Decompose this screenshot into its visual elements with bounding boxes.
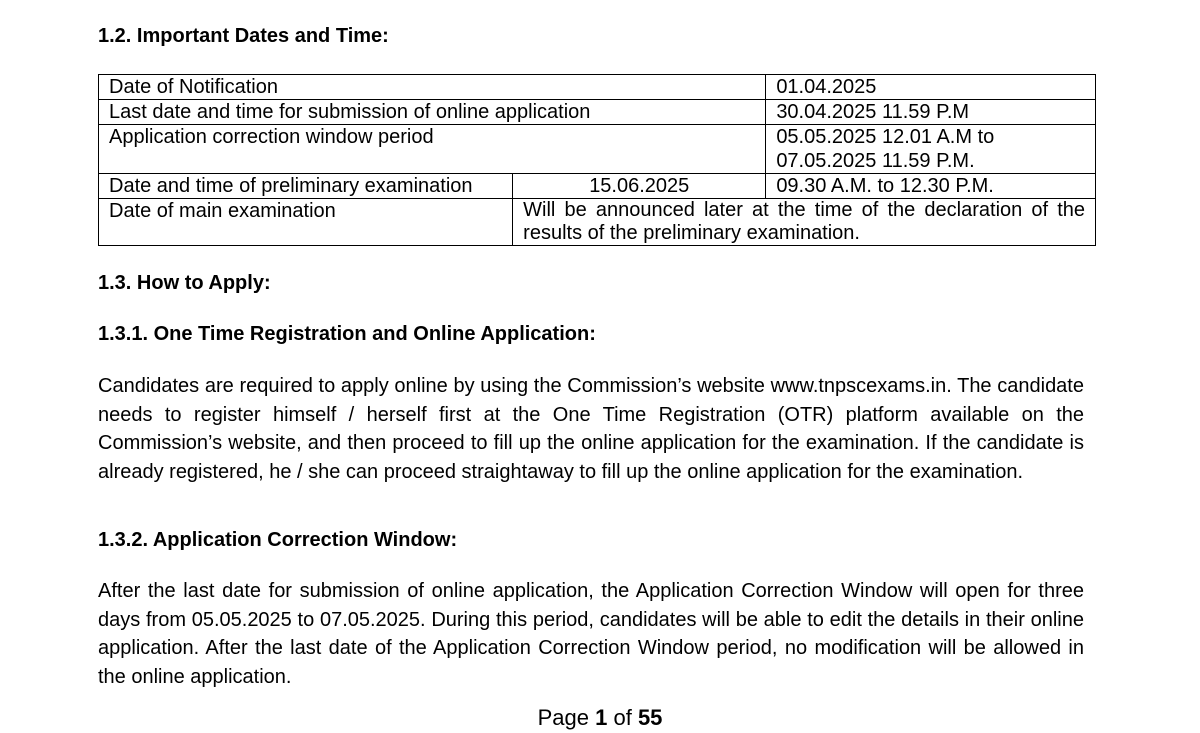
last-date-value: 30.04.2025 11.59 P.M	[766, 100, 1096, 125]
table-row	[99, 125, 1096, 174]
last-date-label: Last date and time for submission of online application	[99, 100, 766, 125]
table-row	[99, 75, 1096, 100]
notification-value: 01.04.2025	[766, 75, 1096, 100]
page-word: Page	[537, 705, 589, 730]
section-heading-how-to-apply: 1.3. How to Apply:	[98, 272, 271, 294]
table-row	[99, 100, 1096, 125]
prelim-exam-date: 15.06.2025	[513, 174, 766, 199]
section-heading-important-dates: 1.2. Important Dates and Time:	[98, 25, 389, 47]
of-word: of	[613, 705, 632, 730]
correction-paragraph: After the last date for submission of online application, the Application Correction Window will open for three days from 05.05.2025 to 07.05.2025. During this period, candidates will be able to edit the details in their online application. After the last date of the Application Correction Window period, no modification will be allowed in the online application.	[98, 580, 1084, 688]
correction-window-value	[766, 125, 1096, 174]
prelim-exam-label: Date and time of preliminary examination	[99, 174, 513, 199]
prelim-exam-time: 09.30 A.M. to 12.30 P.M.	[766, 174, 1096, 199]
notification-label: Date of Notification	[99, 75, 766, 100]
important-dates-table	[98, 74, 1096, 246]
table-row	[99, 174, 1096, 199]
correction-window-label: Application correction window period	[99, 125, 766, 174]
correction-window-start: 05.05.2025 12.01 A.M to	[776, 126, 995, 148]
total-pages-number: 55	[637, 705, 663, 730]
section-heading-correction-window: 1.3.2. Application Correction Window:	[98, 529, 458, 551]
current-page-number: 1	[595, 705, 608, 730]
main-exam-value: Will be announced later at the time of the declaration of the results of the preliminary examination.	[513, 199, 1096, 246]
table-row	[99, 199, 1096, 246]
correction-window-end: 07.05.2025 11.59 P.M.	[776, 150, 975, 172]
page-footer	[0, 703, 1200, 733]
section-heading-otr: 1.3.1. One Time Registration and Online Application:	[98, 323, 596, 345]
otr-paragraph: Candidates are required to apply online by using the Commission’s website www.tnpscexams.in. The candidate needs to register himself / herself first at the One Time Registration (OTR) platform available on the Commission’s website, and then proceed to fill up the online application for the examination. If the candidate is already registered, he / she can proceed straightaway to fill up the online application for the examination.	[98, 375, 1084, 483]
main-exam-label: Date of main examination	[99, 199, 513, 246]
